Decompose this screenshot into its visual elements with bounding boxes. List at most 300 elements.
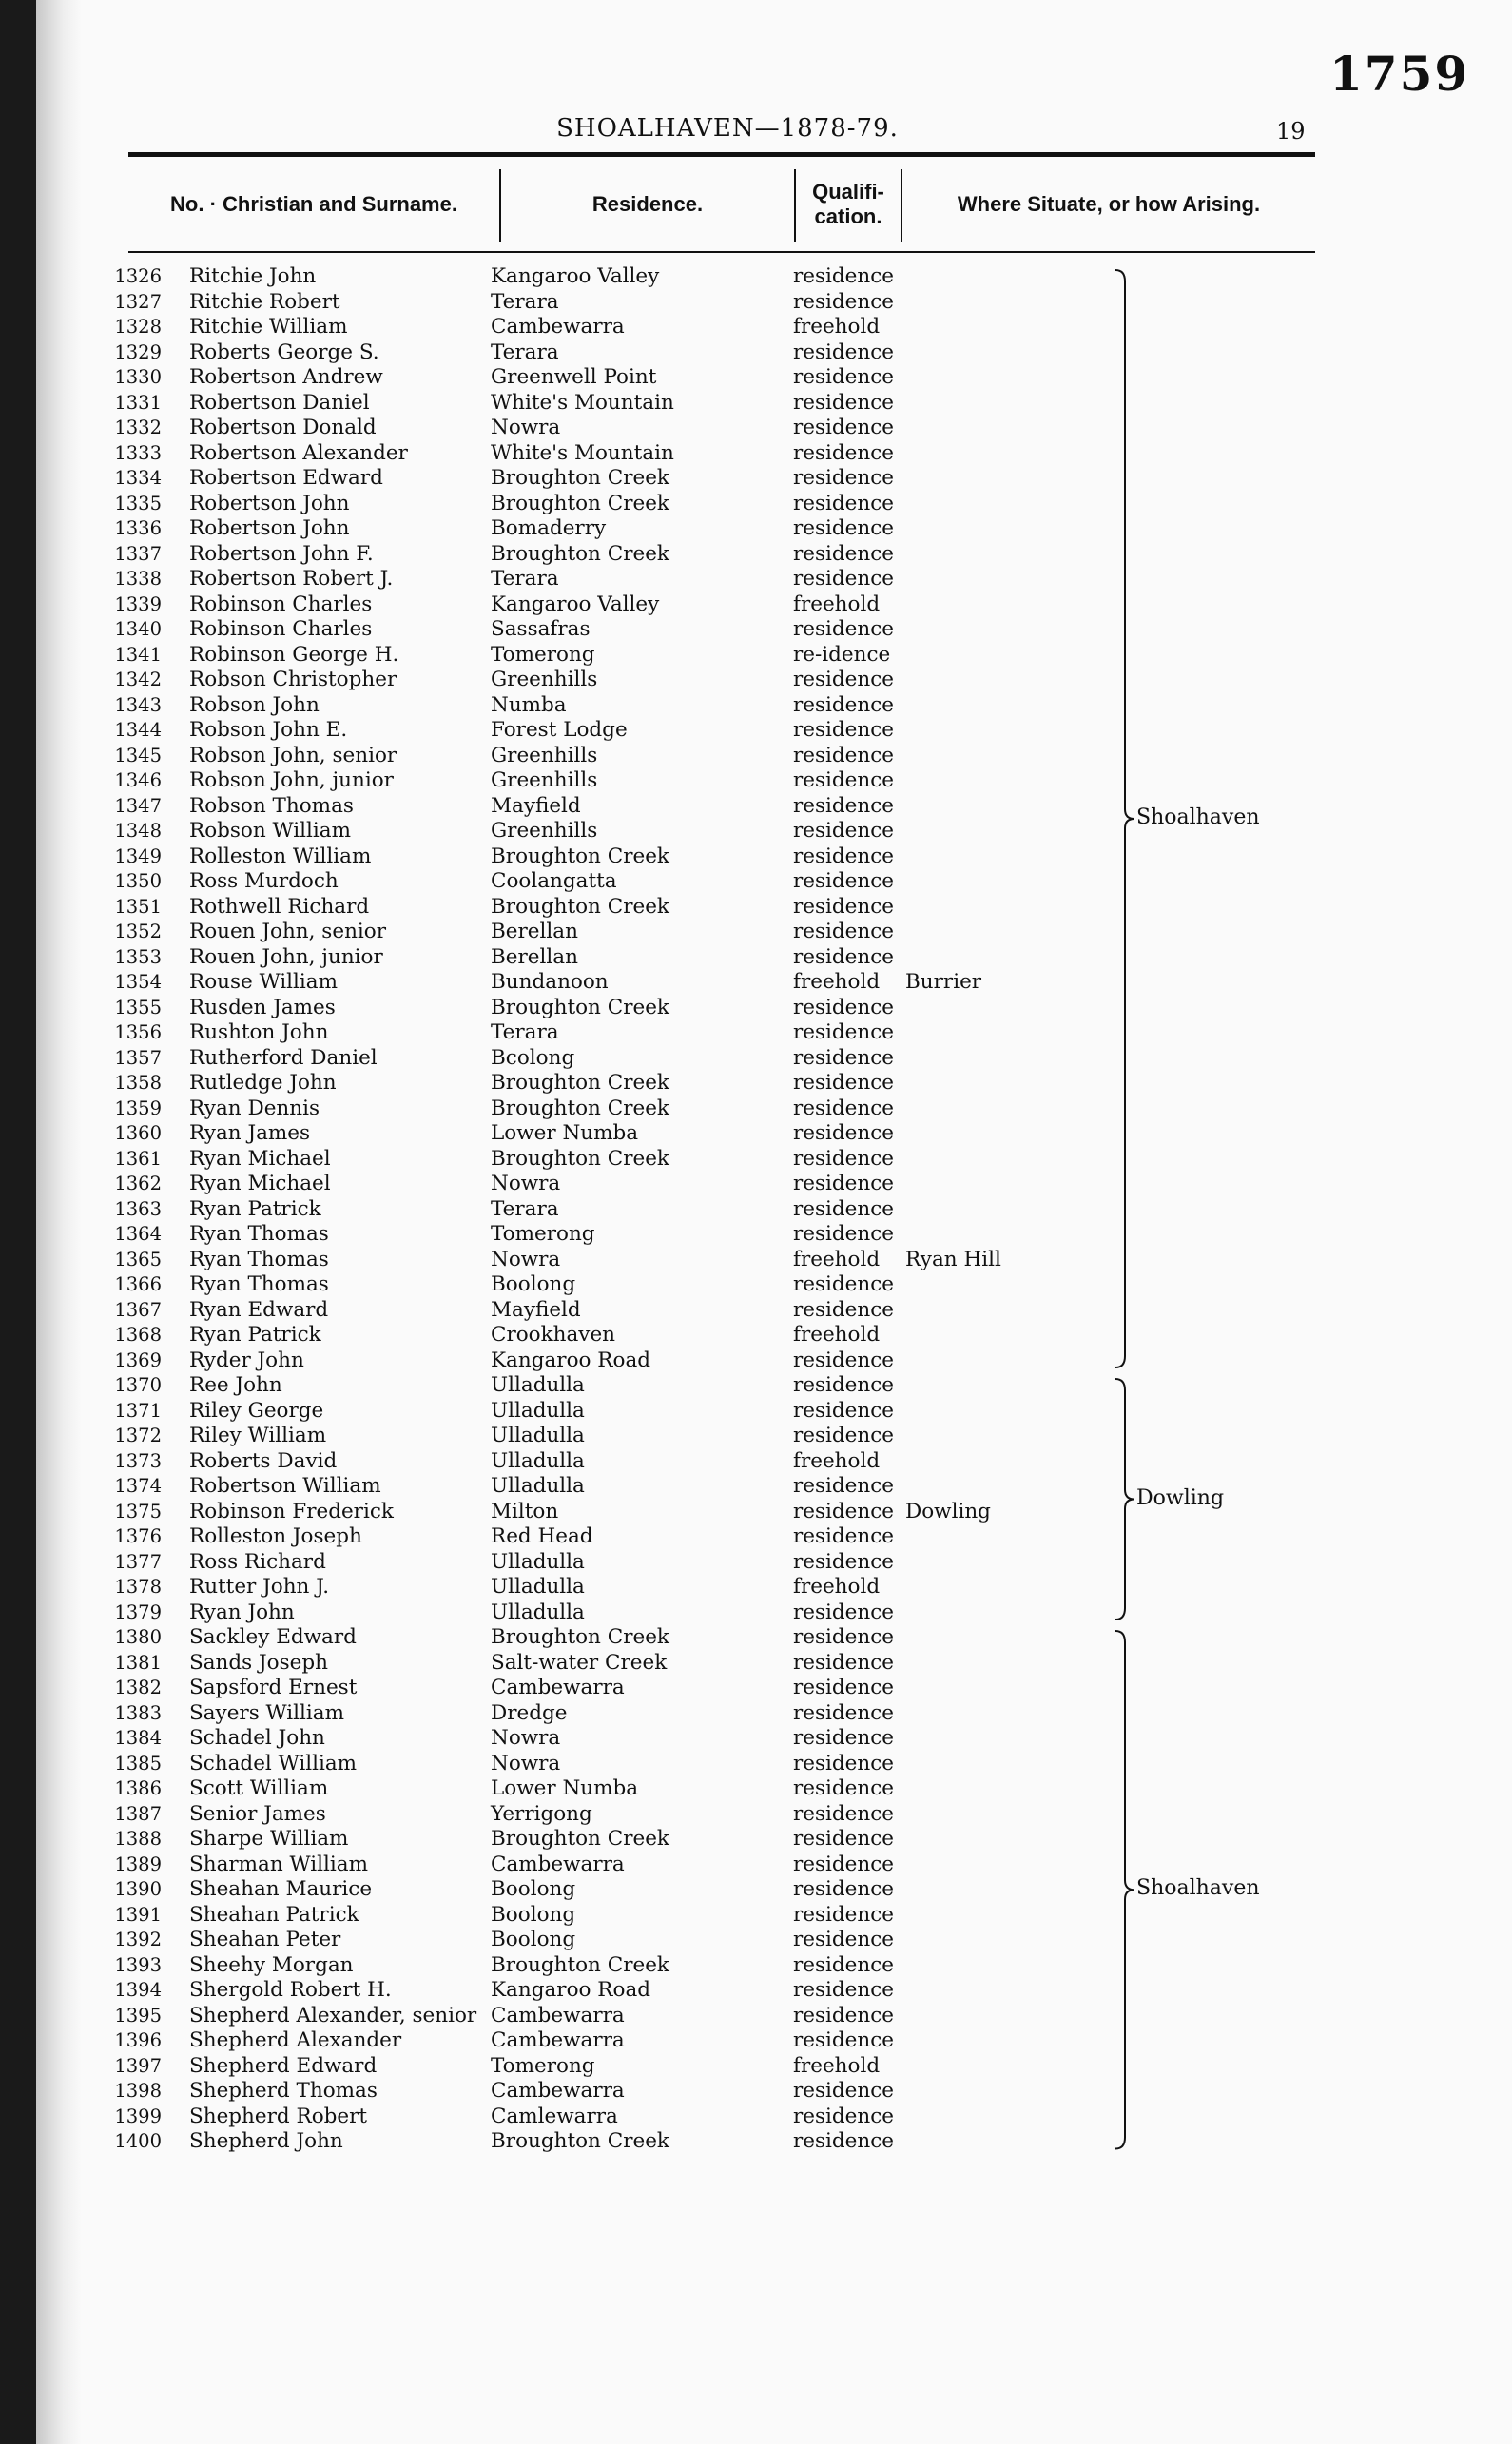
elector-qualification: residence xyxy=(793,1096,895,1120)
header-where: Where Situate, or how Arising. xyxy=(957,192,1261,216)
elector-name: Robinson Charles xyxy=(189,617,373,641)
elector-residence: Broughton Creek xyxy=(491,1146,669,1171)
elector-qualification: residence xyxy=(793,1373,895,1397)
elector-qualification: residence xyxy=(793,2079,895,2103)
elector-qualification: freehold xyxy=(793,1448,881,1473)
elector-qualification: residence xyxy=(793,1499,895,1523)
elector-residence: Broughton Creek xyxy=(491,1952,669,1977)
elector-qualification: residence xyxy=(793,567,895,591)
elector-qualification: residence xyxy=(793,1726,895,1750)
elector-residence: Cambewarra xyxy=(491,1676,625,1699)
elector-where-situate: Ryan Hill xyxy=(905,1247,1001,1271)
elector-name: Robinson George H. xyxy=(189,642,399,667)
page-number: 19 xyxy=(1276,118,1306,145)
elector-name: Shepherd John xyxy=(189,2129,343,2153)
elector-number: 1396 xyxy=(114,2029,162,2051)
elector-residence: Cambewarra xyxy=(491,2028,625,2052)
elector-residence: Ulladulla xyxy=(491,1424,585,1447)
elector-number: 1392 xyxy=(114,1929,162,1950)
elector-qualification: residence xyxy=(793,416,895,439)
elector-qualification: residence xyxy=(793,1474,895,1498)
elector-qualification: residence xyxy=(793,894,895,919)
elector-qualification: residence xyxy=(793,1978,895,2002)
elector-name: Rouse William xyxy=(189,970,339,994)
elector-name: Robertson John F. xyxy=(189,541,374,566)
elector-number: 1385 xyxy=(114,1752,162,1775)
header-residence: Residence. xyxy=(591,192,704,216)
elector-qualification: residence xyxy=(793,1952,895,1977)
elector-number: 1351 xyxy=(114,895,162,918)
elector-qualification: residence xyxy=(793,844,895,868)
elector-name: Riley George xyxy=(189,1398,324,1423)
elector-name: Sharpe William xyxy=(189,1827,349,1851)
elector-residence: Cambewarra xyxy=(491,1852,625,1876)
elector-number: 1371 xyxy=(114,1399,162,1422)
elector-number: 1390 xyxy=(114,1878,162,1900)
elector-qualification: residence xyxy=(793,466,895,490)
elector-name: Robson John, junior xyxy=(189,768,394,792)
elector-name: Robinson Charles xyxy=(189,592,373,616)
elector-residence: Greenhills xyxy=(491,743,598,767)
elector-name: Schadel William xyxy=(189,1751,358,1775)
elector-name: Ryan Dennis xyxy=(189,1096,320,1120)
elector-name: Sheehy Morgan xyxy=(189,1952,354,1977)
elector-qualification: residence xyxy=(793,944,895,969)
elector-number: 1344 xyxy=(114,719,162,741)
elector-name: Rouen John, senior xyxy=(189,920,387,943)
elector-qualification: residence xyxy=(793,1776,895,1800)
elector-residence: Sassafras xyxy=(491,617,591,641)
elector-residence: Ulladulla xyxy=(491,1600,585,1624)
elector-qualification: residence xyxy=(793,1045,895,1070)
elector-qualification: residence xyxy=(793,1700,895,1725)
elector-residence: Terara xyxy=(491,567,559,591)
elector-name: Ryan Patrick xyxy=(189,1196,321,1221)
elector-qualification: residence xyxy=(793,1676,895,1699)
elector-number: 1388 xyxy=(114,1828,162,1850)
elector-qualification: residence xyxy=(793,2129,895,2153)
elector-name: Sayers William xyxy=(189,1700,344,1725)
elector-number: 1398 xyxy=(114,2080,162,2102)
elector-number: 1395 xyxy=(114,2004,162,2027)
elector-name: Rutter John J. xyxy=(189,1575,330,1599)
elector-qualification: residence xyxy=(793,516,895,540)
elector-qualification: re-idence xyxy=(793,642,891,667)
header-no-name: No. · Christian and Surname. xyxy=(170,192,457,216)
elector-residence: Ulladulla xyxy=(491,1448,585,1473)
elector-qualification: residence xyxy=(793,1121,895,1145)
elector-number: 1337 xyxy=(114,542,162,565)
elector-qualification: residence xyxy=(793,1297,895,1322)
elector-name: Rusden James xyxy=(189,995,336,1019)
elector-qualification: residence xyxy=(793,1877,895,1901)
elector-qualification: residence xyxy=(793,2028,895,2052)
elector-name: Shepherd Thomas xyxy=(189,2079,378,2103)
elector-name: Roberts George S. xyxy=(189,339,379,364)
elector-qualification: residence xyxy=(793,1146,895,1171)
elector-residence: White's Mountain xyxy=(491,390,674,415)
elector-residence: Ulladulla xyxy=(491,1398,585,1423)
elector-name: Shepherd Edward xyxy=(189,2053,378,2078)
elector-name: Riley William xyxy=(189,1424,327,1447)
elector-number: 1329 xyxy=(114,340,162,363)
elector-qualification: residence xyxy=(793,1650,895,1675)
elector-number: 1330 xyxy=(114,366,162,388)
elector-residence: Milton xyxy=(491,1499,559,1523)
group-brace xyxy=(1115,270,1134,1367)
elector-residence: Ulladulla xyxy=(491,1549,585,1574)
elector-residence: Broughton Creek xyxy=(491,491,669,515)
elector-name: Ryan John xyxy=(189,1600,295,1624)
elector-residence: Berellan xyxy=(491,920,578,943)
elector-number: 1367 xyxy=(114,1298,162,1321)
elector-qualification: residence xyxy=(793,2104,895,2128)
elector-name: Robertson Alexander xyxy=(189,440,408,465)
elector-number: 1336 xyxy=(114,517,162,539)
elector-name: Robson John E. xyxy=(189,718,348,742)
elector-name: Robertson Edward xyxy=(189,466,383,490)
elector-name: Ryan James xyxy=(189,1121,311,1145)
elector-name: Sands Joseph xyxy=(189,1650,328,1675)
elector-number: 1400 xyxy=(114,2130,162,2152)
elector-residence: Terara xyxy=(491,289,559,314)
elector-number: 1353 xyxy=(114,945,162,968)
elector-name: Roberts David xyxy=(189,1448,338,1473)
elector-qualification: residence xyxy=(793,1348,895,1372)
elector-residence: Lower Numba xyxy=(491,1776,639,1800)
elector-residence: Broughton Creek xyxy=(491,1827,669,1851)
elector-number: 1339 xyxy=(114,592,162,615)
header-qualification: Qualifi- cation. xyxy=(812,180,884,228)
elector-number: 1343 xyxy=(114,693,162,716)
elector-number: 1354 xyxy=(114,971,162,993)
elector-residence: Dredge xyxy=(491,1700,568,1725)
elector-number: 1357 xyxy=(114,1046,162,1069)
elector-qualification: residence xyxy=(793,668,895,691)
elector-qualification: residence xyxy=(793,491,895,515)
elector-qualification: residence xyxy=(793,1852,895,1876)
elector-number: 1326 xyxy=(114,265,162,287)
elector-number: 1334 xyxy=(114,467,162,489)
elector-qualification: freehold xyxy=(793,1575,881,1599)
elector-name: Sheahan Peter xyxy=(189,1928,341,1951)
elector-name: Rolleston Joseph xyxy=(189,1524,362,1548)
elector-number: 1384 xyxy=(114,1727,162,1749)
elector-name: Sharman William xyxy=(189,1852,368,1876)
elector-qualification: residence xyxy=(793,920,895,943)
elector-residence: Tomerong xyxy=(491,2053,595,2078)
elector-qualification: residence xyxy=(793,289,895,314)
elector-residence: Cambewarra xyxy=(491,315,625,339)
page-title: SHOALHAVEN—1878-79. xyxy=(556,114,899,143)
elector-name: Shergold Robert H. xyxy=(189,1978,392,2002)
elector-residence: Greenwell Point xyxy=(491,365,657,389)
elector-residence: Boolong xyxy=(491,1928,576,1951)
elector-name: Robinson Frederick xyxy=(189,1499,394,1523)
elector-number: 1352 xyxy=(114,921,162,942)
elector-qualification: residence xyxy=(793,390,895,415)
elector-qualification: residence xyxy=(793,2003,895,2027)
elector-residence: Broughton Creek xyxy=(491,1625,669,1649)
elector-residence: White's Mountain xyxy=(491,440,674,465)
elector-qualification: residence xyxy=(793,1600,895,1624)
elector-name: Ryan Thomas xyxy=(189,1222,329,1246)
elector-residence: Broughton Creek xyxy=(491,466,669,490)
elector-residence: Broughton Creek xyxy=(491,2129,669,2153)
elector-number: 1335 xyxy=(114,492,162,514)
elector-name: Ree John xyxy=(189,1373,282,1397)
elector-qualification: residence xyxy=(793,768,895,792)
elector-residence: Yerrigong xyxy=(491,1801,592,1826)
elector-number: 1358 xyxy=(114,1072,162,1094)
elector-name: Sheahan Maurice xyxy=(189,1877,373,1901)
elector-name: Shepherd Alexander xyxy=(189,2028,402,2052)
elector-number: 1399 xyxy=(114,2105,162,2127)
elector-number: 1369 xyxy=(114,1348,162,1371)
elector-number: 1394 xyxy=(114,1979,162,2001)
elector-number: 1361 xyxy=(114,1147,162,1170)
elector-qualification: residence xyxy=(793,1625,895,1649)
elector-name: Rutledge John xyxy=(189,1071,337,1095)
elector-residence: Terara xyxy=(491,339,559,364)
elector-qualification: residence xyxy=(793,819,895,843)
elector-name: Ritchie William xyxy=(189,315,348,339)
elector-name: Robson John xyxy=(189,692,320,717)
elector-residence: Broughton Creek xyxy=(491,995,669,1019)
elector-residence: Greenhills xyxy=(491,668,598,691)
elector-name: Sackley Edward xyxy=(189,1625,357,1649)
elector-residence: Mayfield xyxy=(491,1297,581,1322)
elector-residence: Ulladulla xyxy=(491,1474,585,1498)
elector-residence: Greenhills xyxy=(491,819,598,843)
elector-number: 1377 xyxy=(114,1550,162,1573)
elector-qualification: residence xyxy=(793,1222,895,1246)
elector-number: 1342 xyxy=(114,669,162,690)
elector-number: 1383 xyxy=(114,1701,162,1724)
elector-number: 1386 xyxy=(114,1777,162,1799)
elector-qualification: residence xyxy=(793,440,895,465)
elector-number: 1347 xyxy=(114,794,162,817)
elector-name: Robson Thomas xyxy=(189,793,354,818)
elector-qualification: residence xyxy=(793,793,895,818)
elector-number: 1391 xyxy=(114,1903,162,1926)
elector-number: 1350 xyxy=(114,870,162,892)
elector-name: Scott William xyxy=(189,1776,329,1800)
elector-qualification: residence xyxy=(793,1928,895,1951)
elector-residence: Tomerong xyxy=(491,1222,595,1246)
elector-number: 1360 xyxy=(114,1122,162,1144)
elector-number: 1364 xyxy=(114,1223,162,1245)
elector-qualification: freehold xyxy=(793,1323,881,1347)
elector-number: 1346 xyxy=(114,769,162,791)
elector-qualification: residence xyxy=(793,365,895,389)
elector-residence: Berellan xyxy=(491,944,578,969)
elector-name: Robertson Daniel xyxy=(189,390,370,415)
elector-number: 1381 xyxy=(114,1651,162,1674)
elector-residence: Bundanoon xyxy=(491,970,609,994)
elector-name: Ritchie Robert xyxy=(189,289,340,314)
elector-number: 1374 xyxy=(114,1475,162,1497)
elector-residence: Greenhills xyxy=(491,768,598,792)
elector-name: Ryan Edward xyxy=(189,1297,329,1322)
elector-residence: Broughton Creek xyxy=(491,844,669,868)
elector-qualification: residence xyxy=(793,1827,895,1851)
elector-residence: Terara xyxy=(491,1020,559,1044)
elector-number: 1373 xyxy=(114,1449,162,1472)
elector-name: Rolleston William xyxy=(189,844,372,868)
elector-name: Sheahan Patrick xyxy=(189,1902,359,1927)
elector-number: 1366 xyxy=(114,1273,162,1295)
elector-name: Ryan Michael xyxy=(189,1172,331,1195)
elector-qualification: residence xyxy=(793,1196,895,1221)
group-brace xyxy=(1115,1631,1134,2149)
elector-name: Robertson Donald xyxy=(189,416,377,439)
elector-qualification: freehold xyxy=(793,315,881,339)
elector-where-situate: Burrier xyxy=(905,970,982,994)
elector-residence: Lower Numba xyxy=(491,1121,639,1145)
elector-residence: Numba xyxy=(491,692,567,717)
elector-number: 1372 xyxy=(114,1425,162,1446)
elector-qualification: residence xyxy=(793,541,895,566)
elector-number: 1365 xyxy=(114,1248,162,1270)
elector-qualification: residence xyxy=(793,1902,895,1927)
elector-name: Ryder John xyxy=(189,1348,304,1372)
elector-residence: Mayfield xyxy=(491,793,581,818)
elector-qualification: residence xyxy=(793,1020,895,1044)
elector-number: 1345 xyxy=(114,744,162,766)
elector-name: Robertson John xyxy=(189,491,350,515)
elector-number: 1380 xyxy=(114,1626,162,1648)
elector-residence: Boolong xyxy=(491,1877,576,1901)
elector-number: 1327 xyxy=(114,290,162,313)
group-brace xyxy=(1115,1379,1134,1620)
elector-number: 1338 xyxy=(114,568,162,590)
elector-number: 1393 xyxy=(114,1953,162,1976)
elector-qualification: residence xyxy=(793,1071,895,1095)
elector-name: Ryan Michael xyxy=(189,1146,331,1171)
elector-qualification: residence xyxy=(793,1524,895,1548)
elector-name: Ryan Thomas xyxy=(189,1247,329,1271)
elector-residence: Salt-water Creek xyxy=(491,1650,668,1675)
elector-number: 1389 xyxy=(114,1852,162,1875)
elector-number: 1376 xyxy=(114,1525,162,1547)
elector-number: 1382 xyxy=(114,1677,162,1698)
elector-number: 1340 xyxy=(114,618,162,640)
elector-qualification: residence xyxy=(793,995,895,1019)
elector-qualification: residence xyxy=(793,869,895,893)
elector-number: 1349 xyxy=(114,844,162,867)
elector-number: 1348 xyxy=(114,820,162,842)
elector-number: 1387 xyxy=(114,1802,162,1825)
elector-name: Robson John, senior xyxy=(189,743,397,767)
elector-residence: Broughton Creek xyxy=(491,894,669,919)
elector-name: Robertson Robert J. xyxy=(189,567,394,591)
elector-number: 1370 xyxy=(114,1374,162,1396)
elector-residence: Crookhaven xyxy=(491,1323,616,1347)
elector-number: 1356 xyxy=(114,1021,162,1043)
elector-residence: Bcolong xyxy=(491,1045,575,1070)
elector-residence: Nowra xyxy=(491,1247,561,1271)
elector-number: 1355 xyxy=(114,996,162,1018)
elector-residence: Cambewarra xyxy=(491,2079,625,2103)
elector-residence: Nowra xyxy=(491,1172,561,1195)
elector-qualification: freehold xyxy=(793,592,881,616)
elector-qualification: residence xyxy=(793,743,895,767)
elector-residence: Forest Lodge xyxy=(491,718,628,742)
elector-qualification: residence xyxy=(793,692,895,717)
elector-residence: Nowra xyxy=(491,1751,561,1775)
elector-qualification: residence xyxy=(793,1751,895,1775)
elector-residence: Cambewarra xyxy=(491,2003,625,2027)
elector-residence: Broughton Creek xyxy=(491,1096,669,1120)
folio-number: 1759 xyxy=(1329,46,1470,102)
elector-number: 1397 xyxy=(114,2054,162,2077)
elector-name: Robertson William xyxy=(189,1474,381,1498)
elector-residence: Tomerong xyxy=(491,642,595,667)
elector-where-situate: Dowling xyxy=(905,1499,991,1523)
elector-number: 1332 xyxy=(114,417,162,438)
elector-qualification: residence xyxy=(793,1398,895,1423)
elector-name: Shepherd Alexander, senior xyxy=(189,2003,477,2027)
elector-number: 1341 xyxy=(114,643,162,666)
elector-residence: Terara xyxy=(491,1196,559,1221)
elector-name: Sapsford Ernest xyxy=(189,1676,358,1699)
elector-residence: Ulladulla xyxy=(491,1575,585,1599)
elector-name: Senior James xyxy=(189,1801,326,1826)
elector-qualification: residence xyxy=(793,339,895,364)
elector-residence: Broughton Creek xyxy=(491,1071,669,1095)
elector-name: Robertson Andrew xyxy=(189,365,383,389)
elector-residence: Bomaderry xyxy=(491,516,607,540)
elector-qualification: residence xyxy=(793,1424,895,1447)
elector-qualification: residence xyxy=(793,1801,895,1826)
elector-number: 1331 xyxy=(114,391,162,414)
elector-qualification: residence xyxy=(793,1172,895,1195)
elector-name: Ross Richard xyxy=(189,1549,326,1574)
elector-residence: Boolong xyxy=(491,1902,576,1927)
group-label: Shoalhaven xyxy=(1136,805,1260,829)
elector-name: Schadel John xyxy=(189,1726,325,1750)
elector-qualification: residence xyxy=(793,264,895,288)
elector-qualification: residence xyxy=(793,617,895,641)
elector-name: Ross Murdoch xyxy=(189,869,339,893)
elector-name: Ryan Patrick xyxy=(189,1323,321,1347)
elector-number: 1362 xyxy=(114,1173,162,1194)
elector-residence: Kangaroo Valley xyxy=(491,592,660,616)
elector-qualification: residence xyxy=(793,1549,895,1574)
elector-name: Rouen John, junior xyxy=(189,944,383,969)
group-label: Shoalhaven xyxy=(1136,1876,1260,1901)
elector-number: 1363 xyxy=(114,1197,162,1220)
elector-name: Robson Christopher xyxy=(189,668,397,691)
elector-name: Rushton John xyxy=(189,1020,329,1044)
elector-name: Shepherd Robert xyxy=(189,2104,368,2128)
elector-number: 1368 xyxy=(114,1324,162,1346)
elector-name: Rutherford Daniel xyxy=(189,1045,378,1070)
elector-qualification: residence xyxy=(793,718,895,742)
elector-qualification: freehold xyxy=(793,970,881,994)
elector-residence: Boolong xyxy=(491,1272,576,1296)
elector-residence: Red Head xyxy=(491,1524,593,1548)
elector-number: 1333 xyxy=(114,441,162,464)
elector-name: Ritchie John xyxy=(189,264,317,288)
elector-number: 1379 xyxy=(114,1600,162,1623)
elector-residence: Nowra xyxy=(491,1726,561,1750)
elector-residence: Camlewarra xyxy=(491,2104,618,2128)
elector-number: 1328 xyxy=(114,316,162,338)
elector-name: Rothwell Richard xyxy=(189,894,370,919)
elector-qualification: freehold xyxy=(793,1247,881,1271)
